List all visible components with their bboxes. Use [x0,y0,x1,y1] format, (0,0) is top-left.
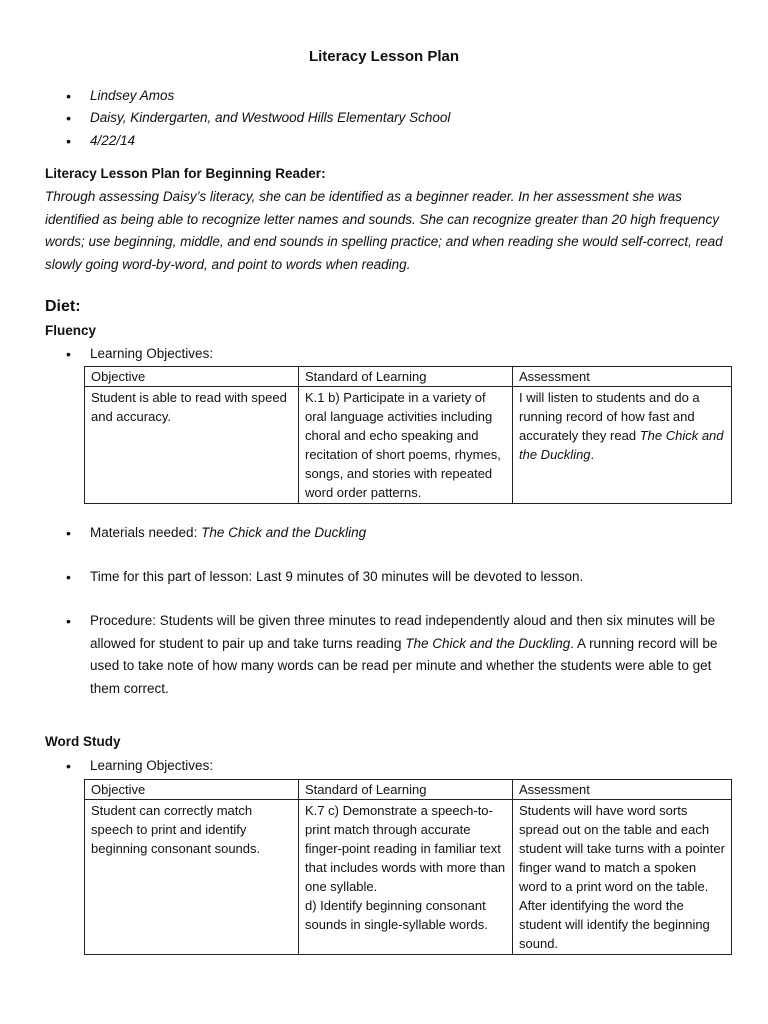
assessment-text: I will listen to students and do a running record of how fast and accurately they read [519,390,700,443]
standard-k7c: K.7 c) Demonstrate a speech-to-print match through accurate finger-point reading in familiar text that includes words with more than one syllable. [305,803,506,894]
table-row [85,387,732,504]
fluency-objectives-label: • Learning Objectives: [90,344,730,364]
materials-bullet [90,523,730,543]
time-bullet: • Time for this part of lesson: Last 9 minutes of 30 minutes will be devoted to lesson. [90,567,730,587]
header-objective: Objective [85,780,299,800]
cell-objective: Student is able to read with speed and accuracy. [85,387,299,504]
header-standard: Standard of Learning [299,367,513,387]
date-bullet: • 4/22/14 [90,131,730,151]
header-standard: Standard of Learning [299,780,513,800]
cell-objective: Student can correctly match speech to print and identify beginning consonant sounds. [85,800,299,955]
author-bullet: • Lindsey Amos [90,86,730,106]
procedure-book-title: The Chick and the Duckling [405,635,571,651]
word-study-heading: Word Study [45,734,121,749]
cell-assessment: Students will have word sorts spread out on the table and each student will take turns with a pointer finger wand to match a spoken word to a print word on the table. After identifying the word the student will identify the beginning sound. [513,800,732,955]
page-title: Literacy Lesson Plan [308,48,460,65]
assessment-end: . [590,447,595,462]
procedure-bullet [66,610,730,700]
procedure-text-end: . A running record will be used to take note of how many words can be read per minute and whether the students were able to get them correct. [90,635,718,696]
student-info-bullet: • Daisy, Kindergarten, and Westwood Hills Elementary School [90,108,730,128]
cell-standard [299,800,513,955]
diet-heading: Diet: [45,298,81,315]
procedure-text: Procedure: Students will be given three minutes to read independently aloud and then six minutes will be allowed for student to pair up and take turns reading [90,613,716,651]
fluency-table [84,366,732,504]
intro-text: Through assessing Daisy’s literacy, she can be identified as a beginner reader. In her assessment she was identified as being able to recognize letter names and sounds. She can recognize greater than 20 high frequency words; use beginning, middle, and end sounds in spelling practice; and when reading she would self-correct, read slowly going word-by-word, and point to words when reading. [45,189,723,272]
fluency-heading: Fluency [45,323,97,338]
intro-heading: Literacy Lesson Plan for Beginning Reader: [45,166,326,181]
word-study-objectives-label: • Learning Objectives: [90,756,730,776]
cell-standard: K.1 b) Participate in a variety of oral language activities including choral and echo speaking and recitation of short poems, rhymes, songs, and stories with repeated word order patterns. [299,387,513,504]
header-objective: Objective [85,367,299,387]
materials-value: The Chick and the Duckling [201,525,367,540]
header-assessment: Assessment [513,780,732,800]
bullet-glyph: • [66,613,71,629]
standard-d: d) Identify beginning consonant sounds in single-syllable words. [305,898,488,932]
book-title: The Chick and the Duckling [519,428,724,462]
table-header-row [85,780,732,800]
word-study-table [84,779,732,955]
cell-assessment [513,387,732,504]
table-row [85,800,732,955]
materials-label: Materials needed: [90,525,202,540]
table-header-row [85,367,732,387]
header-assessment: Assessment [513,367,732,387]
